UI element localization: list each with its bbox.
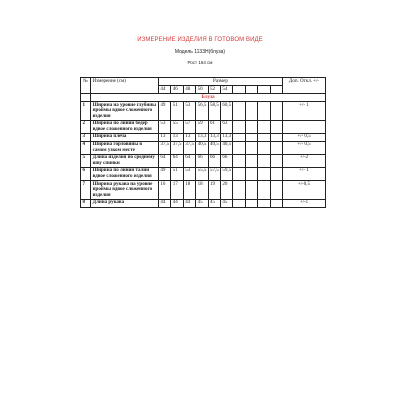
size-value: 59 [196,120,208,133]
empty-size-cell [270,86,282,94]
row-measure-name: Ширина по линии талии вдвое сложенного изделия [91,167,159,180]
empty-size-cell [258,181,270,200]
size-value: 49 [158,102,170,121]
size-value: 64 [183,154,195,167]
empty-size-cell [245,120,257,133]
size-value: 45 [220,199,232,207]
table-row [81,141,326,154]
empty-size-cell [258,199,270,207]
empty-size-cell [270,120,282,133]
table-row [81,167,326,180]
row-tolerance: +/-1 [283,199,326,207]
size-value: 66 [196,154,208,167]
size-header: 44 [158,86,170,94]
empty-size-cell [233,181,245,200]
empty-size-cell [258,154,270,167]
size-value: 45 [208,199,220,207]
row-number: 1 [81,102,91,121]
size-value: 40,5 [220,141,232,154]
empty-size-cell [233,120,245,133]
empty-size-cell [245,141,257,154]
row-measure-name: Длина изделия по среднему шву спинки [91,154,159,167]
empty-size-cell [258,141,270,154]
size-header: 52 [208,86,220,94]
empty-size-cell [245,154,257,167]
size-value: 55,5 [196,167,208,180]
empty-size-cell [270,199,282,207]
row-measure-name: Ширина плеча [91,133,159,141]
row-number: 3 [81,133,91,141]
size-value: 44 [158,199,170,207]
empty-size-cell [258,102,270,121]
size-header: 54 [220,86,232,94]
size-header: 50 [196,86,208,94]
size-value: 19 [208,181,220,200]
size-value: 45 [196,199,208,207]
empty-size-cell [233,133,245,141]
section-cell [81,94,91,102]
size-value: 37,5 [158,141,170,154]
empty-size-cell [245,199,257,207]
table-row [81,154,326,167]
empty-size-cell [270,154,282,167]
row-number: 7 [81,181,91,200]
empty-size-cell [233,86,245,94]
empty-size-cell [233,154,245,167]
empty-size-cell [258,86,270,94]
table-row [81,133,326,141]
size-value: 58,5 [208,102,220,121]
empty-size-cell [270,141,282,154]
size-header: 48 [183,86,195,94]
row-tolerance: +/-2 [283,154,326,167]
row-tolerance: +/- 1 [283,102,326,121]
model-label: Модель 1133Н(блуза) [174,49,226,55]
table-row [81,181,326,200]
table-row [81,102,326,121]
row-measure-name: Ширина на уровне глубины проймы вдвое сложенного изделия [91,102,159,121]
empty-size-cell [245,167,257,180]
empty-size-cell [270,102,282,121]
empty-size-cell [258,120,270,133]
size-value: 44 [171,199,183,207]
column-header-measure: Измерение (см) [91,78,159,94]
size-value: 13 [171,133,183,141]
empty-size-cell [233,141,245,154]
size-value: 37,5 [171,141,183,154]
empty-size-cell [245,102,257,121]
size-value: 18 [183,181,195,200]
row-measure-name: Длина рукава [91,199,159,207]
row-measure-name: Ширина рукава на уровне проймы вдвое сложенного изделия [91,181,159,200]
row-tolerance [283,120,326,133]
size-value: 13,3 [210,134,219,140]
size-value: 37,5 [183,141,195,154]
size-value: 53 [183,167,195,180]
empty-size-cell [233,199,245,207]
size-value: 61 [208,120,220,133]
row-number: 4 [81,141,91,154]
size-value: 13,3 [197,134,207,140]
empty-size-cell [233,167,245,180]
size-value: 66 [220,154,232,167]
size-value: 17 [171,181,183,200]
size-value: 40,5 [208,141,220,154]
size-value: 60,5 [220,102,232,121]
empty-size-cell [270,133,282,141]
empty-size-cell [270,181,282,200]
size-value: 44 [183,199,195,207]
size-value: 51 [171,167,183,180]
size-value: 20 [220,181,232,200]
table-row [81,199,326,207]
size-value: 13 [183,133,195,141]
size-value: 64 [158,154,170,167]
size-value: 53 [158,120,170,133]
size-header: 46 [171,86,183,94]
table-row [81,120,326,133]
size-value: 13,3 [222,134,232,140]
size-value: 40,5 [196,141,208,154]
row-tolerance: +/- 0,5 [283,141,326,154]
document-title: ИЗМЕРЕНИЕ ИЗДЕЛИЯ В ГОТОВОМ ВИДЕ [137,37,263,43]
size-value: 18 [196,181,208,200]
size-value: 51 [171,102,183,121]
empty-size-cell [270,167,282,180]
empty-size-cell [258,167,270,180]
size-value: 56,5 [196,102,208,121]
row-number: 8 [81,199,91,207]
row-tolerance: +/-0,5 [283,181,326,200]
size-value: 57,5 [208,167,220,180]
row-measure-name: Ширина по линии бедер вдвое сложенного изделия [91,120,159,133]
column-header-tolerance: Доп. Откл. +/- [283,78,326,94]
size-value: 59,5 [220,167,232,180]
row-number: 5 [81,154,91,167]
empty-size-cell [245,133,257,141]
row-tolerance: +/- 0,5 [283,133,326,141]
section-label: Блуза [91,94,326,102]
size-value: 55 [171,120,183,133]
empty-size-cell [233,102,245,121]
column-header-size: Размер [158,78,282,86]
row-number: 2 [81,120,91,133]
height-label: Рост 164 см [187,60,213,65]
size-value: 53 [183,102,195,121]
empty-size-cell [245,86,257,94]
row-measure-name: Ширина горловины в самом узком месте [91,141,159,154]
size-value: 63 [220,120,232,133]
empty-size-cell [245,181,257,200]
size-value: 16 [158,181,170,200]
empty-size-cell [258,133,270,141]
column-header-number: № [81,78,91,94]
size-value: 57 [183,120,195,133]
size-value: 64 [171,154,183,167]
measurements-table [80,77,326,208]
size-value: 49 [158,167,170,180]
row-tolerance: +/- 1 [283,167,326,180]
size-value: 66 [208,154,220,167]
row-number: 6 [81,167,91,180]
size-value: 13 [158,133,170,141]
